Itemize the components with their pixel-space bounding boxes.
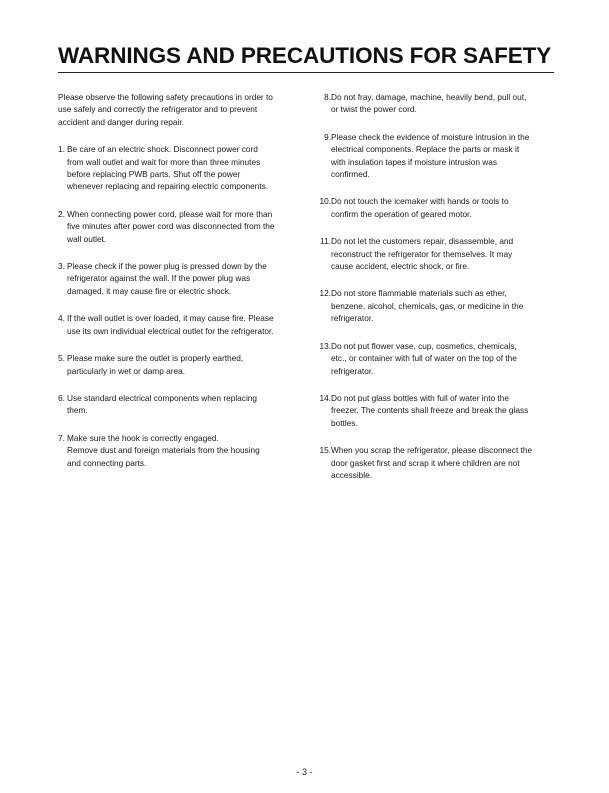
item-number: 13. — [319, 340, 331, 351]
item-line: whenever replacing and repairing electric components. — [67, 181, 269, 192]
intro-line: Please observe the following safety precautions in order to — [58, 92, 273, 102]
item-text — [331, 287, 554, 324]
item-text — [331, 444, 554, 481]
item-line: accessible. — [331, 469, 373, 480]
item-line: benzene, alcohol, chemicals, gas, or medicine in the — [331, 300, 524, 311]
precaution-item-12 — [316, 287, 554, 324]
precaution-item-10 — [316, 195, 554, 220]
item-number: 5. — [58, 353, 65, 364]
item-line: freezer. The contents shall freeze and break the glass — [331, 405, 529, 416]
item-number: 14. — [319, 392, 331, 403]
item-line: Do not store flammable materials such as ether, — [331, 288, 507, 299]
item-text — [331, 131, 554, 181]
item-text — [331, 235, 554, 272]
item-number: 11. — [320, 236, 331, 247]
item-line: When you scrap the refrigerator, please disconnect the — [331, 445, 533, 456]
item-line: If the wall outlet is over loaded, it may cause fire. Please — [67, 313, 274, 324]
item-number: 1. — [58, 144, 65, 155]
item-line: and connecting parts. — [67, 457, 147, 468]
item-text — [67, 392, 300, 417]
item-number: 15. — [319, 445, 331, 456]
precaution-item-7 — [58, 432, 300, 469]
item-line: Do not let the customers repair, disassemble, and — [331, 236, 514, 247]
precaution-item-13 — [316, 340, 554, 377]
item-line: five minutes after power cord was disconnected from the — [67, 221, 275, 232]
item-line: Remove dust and foreign materials from the housing — [67, 445, 260, 456]
item-text — [331, 392, 554, 429]
item-text — [331, 340, 554, 377]
item-line: from wall outlet and wait for more than three minutes — [67, 156, 261, 167]
item-number: 10. — [319, 196, 331, 207]
item-text — [331, 91, 554, 116]
item-text — [67, 143, 300, 193]
item-text — [67, 352, 300, 377]
item-line: reconstruct the refrigerator for themselves. It may — [331, 248, 513, 259]
page-title: WARNINGS AND PRECAUTIONS FOR SAFETY — [58, 43, 552, 68]
item-line: use its own individual electrical outlet for the refrigerator. — [67, 325, 274, 336]
page-number: - 3 - — [296, 767, 313, 777]
item-line: before replacing PWB parts. Shut off the power — [67, 169, 241, 180]
item-line: cause accident, electric shock, or fire. — [331, 261, 470, 272]
intro-line: accident and danger during repair. — [58, 116, 184, 127]
item-line: Be care of an electric shock. Disconnect power cord — [67, 144, 258, 155]
item-text — [67, 312, 300, 337]
item-number: 3. — [58, 261, 65, 272]
item-line: door gasket first and scrap it where children are not — [331, 457, 520, 468]
item-number: 4. — [58, 313, 65, 324]
item-line: electrical components. Replace the parts or mask it — [331, 144, 520, 155]
item-line: Please make sure the outlet is properly earthed, — [67, 353, 244, 364]
item-line: When connecting power cord, please wait for more than — [67, 208, 273, 219]
precaution-item-11 — [316, 235, 554, 272]
precaution-item-14 — [316, 392, 554, 429]
item-text — [67, 432, 300, 469]
precaution-item-4 — [58, 312, 300, 337]
item-number: 12. — [319, 288, 331, 299]
item-line: etc., or container with full of water on the top of the — [331, 353, 517, 364]
item-line: Please check if the power plug is pressed down by the — [67, 261, 267, 272]
item-text — [67, 260, 300, 297]
left-column — [58, 91, 300, 484]
item-line: wall outlet. — [67, 233, 107, 244]
item-line: refrigerator against the wall. If the power plug was — [67, 273, 251, 284]
item-line: refrigerator. — [331, 365, 374, 376]
precaution-item-2 — [58, 208, 300, 245]
item-number: 6. — [58, 392, 65, 403]
item-line: damaged, it may cause fire or electric shock. — [67, 285, 232, 296]
item-line: Please check the evidence of moisture intrusion in the — [331, 131, 530, 142]
right-column — [316, 91, 554, 496]
item-number: 8. — [324, 92, 331, 102]
item-line: Make sure the hook is correctly engaged. — [67, 432, 219, 443]
item-line: Do not put flower vase, cup, cosmetics, chemicals, — [331, 340, 517, 351]
item-number: 7. — [58, 432, 65, 443]
item-line: particularly in wet or damp area. — [67, 365, 186, 376]
item-text — [331, 195, 554, 220]
intro-line: use safely and correctly the refrigerator and to prevent — [58, 104, 258, 115]
item-line: bottles. — [331, 417, 358, 428]
precaution-item-3 — [58, 260, 300, 297]
item-line: Do not put glass bottles with full of water into the — [331, 392, 510, 403]
item-number: 2. — [58, 208, 65, 219]
precaution-item-8 — [316, 91, 554, 116]
item-line: with insulation tapes if moisture intrusion was — [331, 156, 498, 167]
precaution-item-1 — [58, 143, 300, 193]
precaution-item-5 — [58, 352, 300, 377]
precaution-item-15 — [316, 444, 554, 481]
title-underline — [58, 72, 554, 73]
precaution-item-9 — [316, 131, 554, 181]
item-line: Do not touch the icemaker with hands or tools to — [331, 196, 509, 207]
item-text — [67, 208, 300, 245]
precaution-item-6 — [58, 392, 300, 417]
item-line: Do not fray, damage, machine, heavily bend, pull out, — [331, 92, 527, 102]
item-line: or twist the power cord. — [331, 104, 417, 115]
item-line: confirmed. — [331, 169, 370, 180]
item-line: refrigerator. — [331, 313, 374, 324]
item-line: Use standard electrical components when replacing — [67, 392, 258, 403]
intro-paragraph — [58, 91, 300, 128]
item-line: them. — [67, 405, 88, 416]
item-number: 9. — [324, 131, 331, 142]
item-line: confirm the operation of geared motor. — [331, 208, 472, 219]
